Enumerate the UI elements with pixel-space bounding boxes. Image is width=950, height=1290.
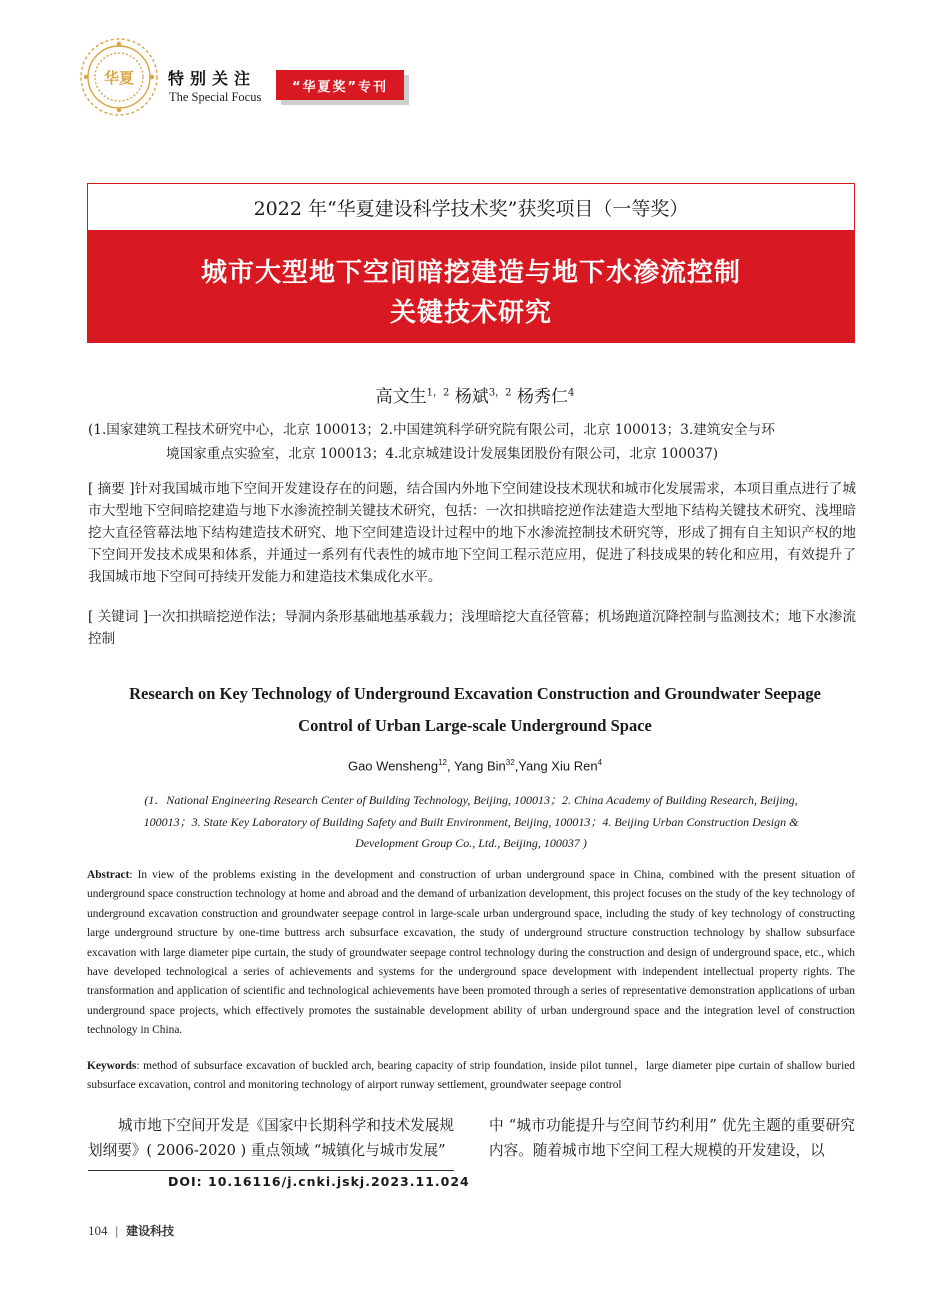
author-1: 高文生 bbox=[375, 387, 427, 407]
authors-en bbox=[0, 758, 950, 773]
body-column-1: 城市地下空间开发是《国家中长期科学和技术发展规划纲要》( 2006-2020 ) 重点领域 “城镇化与城市发展” bbox=[88, 1117, 454, 1159]
author-en-1: Gao Wensheng bbox=[347, 758, 439, 774]
huaxia-award-logo bbox=[78, 36, 160, 118]
paper-title bbox=[87, 253, 855, 333]
paper-title-en-line-1: Research on Key Technology of Underground Excavation Construction and Groundwater Seepage bbox=[129, 684, 821, 703]
keywords-cn-label: [ 关键词 ] bbox=[88, 609, 149, 625]
author-en-2-sup: 32 bbox=[505, 758, 515, 767]
abstract-cn-label: [ 摘要 ] bbox=[88, 481, 135, 497]
page-number: 104 bbox=[88, 1223, 108, 1238]
abstract-en-text: : In view of the problems existing in the development and construction of urban underground space in China, combined with the present situation of underground space construction technology at home and abroad and the demand of urbanization development, this project focuses on the study of the key technology of underground excavation construction and groundwater seepage control in large-scale urban underground space, including the study of key technology of constructing large underground structure by one-time buttress arch subsurface excavation, the study of underground structure construction technology by shallow subsurface excavation with large diameter pipe curtain, the study of groundwater seepage control technology during the construction and design of underground space, etc., which have developed technological a series of achievements and systems for the underground space development with independent intellectual property rights. The transformation and application of scientific and technological achievements have been promoted through a series of representative demonstration applications of urban underground space projects, which effectively promotes the sustainable development ability of urban underground space and the integration level of construction technology in China. bbox=[87, 869, 855, 1037]
keywords-en-text: : method of subsurface excavation of buckled arch, bearing capacity of strip foundation, inside pilot tunnel，large diameter pipe curtain of shallow buried subsurface excavation, control and monitoring technology of airport runway settlement, groundwater seepage control bbox=[87, 1060, 855, 1092]
paper-title-en bbox=[60, 678, 890, 742]
award-line: 2022 年“华夏建设科学技术奖”获奖项目（一等奖） bbox=[253, 197, 689, 220]
special-issue-tag: “华夏奖”专刊 bbox=[276, 70, 404, 100]
paper-title-line-1: 城市大型地下空间暗挖建造与地下水渗流控制 bbox=[200, 258, 741, 288]
author-2: 杨斌 bbox=[454, 387, 489, 407]
author-en-3: ,Yang Xiu Ren bbox=[514, 758, 598, 774]
abstract-en-label: Abstract bbox=[87, 869, 130, 881]
doi[interactable]: DOI: 10.16116/j.cnki.jskj.2023.11.024 bbox=[168, 1174, 470, 1189]
abstract-cn bbox=[88, 478, 856, 588]
affiliation-en-line-2: 100013；3. State Key Laboratory of Building Safety and Built Environment, Beijing, 100013；4. Beijing Urban Construction Design & bbox=[143, 814, 799, 829]
author-3: 杨秀仁 bbox=[516, 387, 568, 407]
journal-name: 建设科技 bbox=[126, 1224, 175, 1238]
page-footer bbox=[88, 1222, 174, 1239]
logo-text: 华夏 bbox=[103, 69, 135, 87]
paper-title-line-2: 关键技术研究 bbox=[389, 298, 552, 328]
author-en-3-sup: 4 bbox=[597, 758, 603, 767]
keywords-cn-text: 一次扣拱暗挖逆作法；导洞内条形基础地基承载力；浅埋暗挖大直径管幕；机场跑道沉降控制与监测技术；地下水渗流控制 bbox=[88, 609, 857, 647]
authors-cn bbox=[0, 382, 950, 407]
author-3-sup: 4 bbox=[567, 387, 575, 399]
abstract-cn-text: 针对我国城市地下空间开发建设存在的问题，结合国内外地下空间建设技术现状和城市化发展需求，本项目重点进行了城市大型地下空间暗挖建造与地下水渗流控制关键技术研究，包括：一次扣拱暗挖逆作法建造大型地下结构关键技术研究、浅埋暗挖大直径管幕法地下结构建造技术研究、地下空间建造设计过程中的地下水渗流控制技术研究等，形成了拥有自主知识产权的地下空间开发技术成果和体系，并通过一系列有代表性的城市地下空间工程示范应用，促进了科技成果的转化和应用，有效提升了我国城市地下空间可持续开发能力和建造技术集成化水平。 bbox=[88, 481, 856, 585]
paper-title-en-line-2: Control of Urban Large-scale Underground Space bbox=[298, 716, 652, 735]
keywords-en bbox=[87, 1057, 855, 1096]
affiliations-cn bbox=[88, 418, 858, 466]
affiliation-line-2: 境国家重点实验室，北京 100013；4.北京城建设计发展集团股份有限公司，北京 100037) bbox=[166, 446, 719, 462]
author-2-sup: 3，2 bbox=[488, 387, 512, 399]
affiliation-en-line-1: (1．National Engineering Research Center of Building Technology, Beijing, 100013；2. China Academy of Building Research, Beijing, bbox=[144, 793, 798, 807]
affiliation-line-1: (1.国家建筑工程技术研究中心，北京 100013；2.中国建筑科学研究院有限公司，北京 100013；3.建筑安全与环 bbox=[88, 422, 775, 438]
keywords-cn bbox=[88, 606, 856, 650]
affiliations-en bbox=[88, 790, 854, 855]
keywords-en-label: Keywords bbox=[87, 1060, 137, 1072]
affiliation-en-line-3: Development Group Co., Ltd., Beijing, 100037 ) bbox=[355, 836, 587, 850]
body-column-2: 中 “城市功能提升与空间节约利用” 优先主题的重要研究内容。随着城市地下空间工程大规模的开发建设，以 bbox=[489, 1117, 855, 1159]
footer-separator: | bbox=[115, 1223, 119, 1238]
abstract-en bbox=[87, 866, 855, 1041]
special-focus-label-en: The Special Focus bbox=[169, 90, 262, 104]
doi-divider bbox=[88, 1170, 454, 1171]
special-focus-label: 特别关注 bbox=[168, 69, 257, 88]
author-en-1-sup: 12 bbox=[438, 758, 447, 767]
author-en-2: , Yang Bin bbox=[446, 758, 506, 774]
author-1-sup: 1，2 bbox=[426, 387, 450, 399]
